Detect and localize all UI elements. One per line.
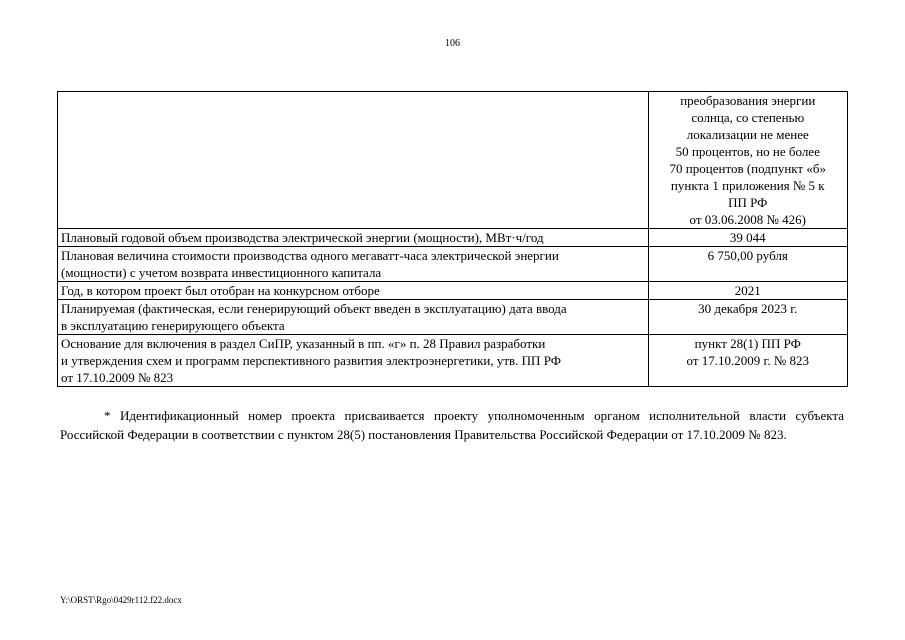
table-row <box>58 92 848 229</box>
row-value: 6 750,00 рубля <box>648 247 847 282</box>
row-label: Плановая величина стоимости производства одного мегаватт-часа электрической энергии (мощности) с учетом возврата инвестиционного капитала <box>58 247 649 282</box>
footer-file-path: Y:\ORST\Rgo\0429r112.f22.docx <box>60 595 182 605</box>
row-value: 30 декабря 2023 г. <box>648 300 847 335</box>
row-value: преобразования энергии солнца, со степенью локализации не менее 50 процентов, но не более 70 процентов (подпункт «б» пункта 1 приложения № 5 к ПП РФ от 03.06.2008 № 426) <box>648 92 847 229</box>
row-label: Планируемая (фактическая, если генерирующий объект введен в эксплуатацию) дата ввода в эксплуатацию генерирующего объекта <box>58 300 649 335</box>
row-label: Плановый годовой объем производства электрической энергии (мощности), МВт·ч/год <box>58 229 649 247</box>
project-info-table <box>57 91 848 387</box>
row-value: 39 044 <box>648 229 847 247</box>
table-row <box>58 300 848 335</box>
row-value: пункт 28(1) ПП РФ от 17.10.2009 г. № 823 <box>648 335 847 387</box>
row-value: 2021 <box>648 282 847 300</box>
table-row <box>58 335 848 387</box>
row-label: Основание для включения в раздел СиПР, указанный в пп. «г» п. 28 Правил разработки и утверждения схем и программ перспективного развития электроэнергетики, утв. ПП РФ от 17.10.2009 № 823 <box>58 335 649 387</box>
table-row <box>58 229 848 247</box>
row-label: Год, в котором проект был отобран на конкурсном отборе <box>58 282 649 300</box>
table-row <box>58 247 848 282</box>
row-label <box>58 92 649 229</box>
footnote: * Идентификационный номер проекта присваивается проекту уполномоченным органом исполнительной власти субъекта Российской Федерации в соответствии с пунктом 28(5) постановления Правительства Российской Федерации от 17.10.2009 № 823. <box>60 408 844 442</box>
table-row <box>58 282 848 300</box>
page-number: 106 <box>445 38 460 49</box>
